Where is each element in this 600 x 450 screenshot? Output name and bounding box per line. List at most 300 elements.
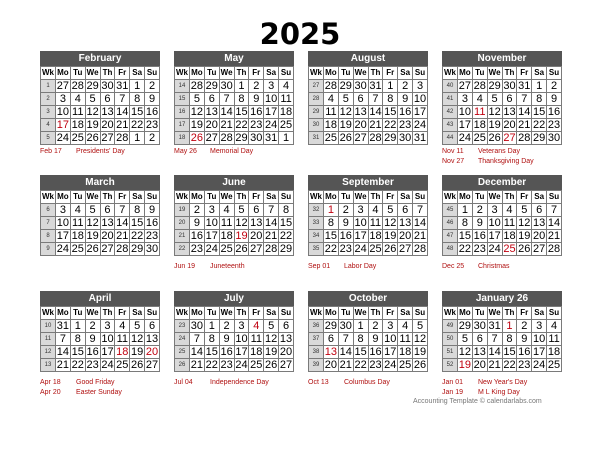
day-cell: 13: [279, 333, 293, 345]
day-cell: 30: [399, 132, 412, 144]
day-header: Sa: [398, 191, 413, 204]
day-cell: 11: [72, 217, 84, 229]
day-cell: 12: [488, 106, 501, 118]
week-number: 36: [309, 320, 324, 333]
holiday-date: Feb 17: [40, 148, 62, 155]
day-header: Th: [502, 67, 517, 80]
day-cell: 6: [145, 320, 160, 333]
day-cell: 28: [369, 132, 382, 144]
day-cell: 23: [369, 359, 382, 371]
week-header: Wk: [309, 67, 324, 80]
day-header: Su: [547, 191, 562, 204]
day-cell: 28: [116, 132, 129, 144]
day-cell: 14: [116, 217, 129, 229]
day-header: Mo: [56, 67, 71, 80]
week-header: Wk: [443, 307, 458, 320]
day-cell: 20: [503, 119, 516, 131]
day-cell: 30: [354, 80, 367, 92]
week-header: Wk: [41, 307, 56, 320]
day-header: Mo: [190, 191, 205, 204]
day-cell: 26: [339, 132, 352, 144]
holiday-name: Good Friday: [76, 379, 115, 386]
day-cell: 18: [503, 230, 516, 242]
day-cell: 13: [533, 217, 546, 229]
week-number: 50: [443, 333, 458, 346]
day-cell: 5: [458, 333, 473, 346]
day-header: We: [219, 191, 234, 204]
day-cell: 3: [487, 204, 502, 217]
week-row: [309, 230, 428, 243]
day-cell: 28: [265, 243, 278, 255]
week-row: [41, 243, 160, 256]
day-cell: 27: [56, 80, 70, 92]
day-cell: 5: [338, 93, 353, 106]
day-cell: 30: [145, 243, 159, 255]
week-header: Wk: [443, 191, 458, 204]
holiday-name: Juneteenth: [210, 263, 245, 270]
day-cell: 11: [548, 333, 560, 345]
day-cell: 31: [116, 80, 129, 92]
day-cell: 19: [86, 119, 99, 131]
day-cell: 22: [71, 359, 84, 371]
day-header: Th: [100, 67, 115, 80]
day-cell: 16: [145, 217, 159, 229]
day-cell: 8: [234, 93, 249, 106]
day-cell: 30: [190, 320, 204, 332]
day-cell: 28: [413, 243, 427, 255]
day-cell: 19: [458, 359, 472, 371]
holiday-list: [442, 262, 510, 272]
month-name: March: [40, 175, 160, 190]
day-cell: 21: [116, 230, 129, 242]
week-number: 52: [443, 359, 458, 372]
week-number: 16: [175, 106, 190, 119]
day-cell: 3: [532, 320, 547, 333]
day-cell: 23: [190, 243, 204, 255]
day-cell: 24: [56, 243, 70, 255]
day-cell: 2: [249, 80, 264, 93]
day-header: Th: [502, 307, 517, 320]
week-row: [41, 80, 160, 93]
week-number: 20: [175, 217, 190, 230]
day-cell: 23: [473, 243, 486, 255]
week-row: [309, 119, 428, 132]
week-header: Wk: [175, 307, 190, 320]
day-cell: 7: [56, 333, 71, 346]
day-cell: 4: [324, 93, 339, 106]
day-cell: 7: [487, 333, 502, 346]
day-cell: 2: [368, 320, 383, 333]
day-header: Fr: [249, 67, 264, 80]
week-row: [175, 333, 294, 346]
week-row: [309, 132, 428, 145]
holiday-date: Dec 25: [442, 263, 465, 270]
month-name: August: [308, 51, 428, 66]
day-cell: 19: [131, 346, 144, 358]
day-cell: 28: [547, 243, 561, 255]
day-cell: 24: [354, 243, 367, 255]
day-cell: 17: [56, 230, 70, 242]
day-cell: 31: [518, 80, 531, 92]
day-cell: 6: [532, 204, 547, 217]
week-row: [309, 204, 428, 217]
day-cell: 8: [532, 93, 547, 106]
day-cell: 28: [473, 80, 486, 92]
week-header: Wk: [41, 67, 56, 80]
day-cell: 11: [503, 217, 516, 229]
week-number: 40: [443, 80, 458, 93]
day-header: Tu: [70, 191, 85, 204]
week-number: 12: [41, 346, 56, 359]
day-header: Fr: [383, 307, 398, 320]
day-header: Mo: [324, 67, 339, 80]
week-row: [443, 217, 562, 230]
month-table: [40, 190, 160, 256]
day-cell: 27: [101, 132, 114, 144]
week-row: [41, 106, 160, 119]
holiday-entry: [442, 262, 510, 272]
day-cell: 7: [413, 204, 428, 217]
holiday-entry: [442, 378, 527, 388]
day-cell: 10: [354, 217, 367, 229]
day-cell: 1: [204, 320, 219, 333]
holiday-date: Jul 04: [174, 379, 193, 386]
day-cell: 8: [383, 93, 398, 106]
week-row: [41, 333, 160, 346]
day-cell: 16: [145, 106, 159, 118]
day-header: Su: [413, 307, 428, 320]
day-cell: 25: [279, 119, 293, 131]
week-number: 31: [309, 132, 324, 145]
day-cell: 17: [488, 230, 501, 242]
day-cell: 10: [533, 333, 546, 345]
day-cell: 9: [219, 333, 234, 346]
day-cell: 28: [220, 132, 233, 144]
day-cell: 27: [399, 243, 412, 255]
day-cell: 22: [131, 230, 144, 242]
day-cell: 2: [85, 320, 100, 333]
day-cell: 26: [190, 132, 204, 144]
day-header: Tu: [204, 67, 219, 80]
day-cell: 28: [116, 243, 129, 255]
day-cell: 7: [115, 204, 130, 217]
day-cell: 20: [324, 359, 338, 371]
day-cell: 9: [190, 217, 205, 230]
day-cell: 7: [547, 204, 562, 217]
day-cell: 6: [249, 204, 264, 217]
day-cell: 27: [205, 132, 218, 144]
day-cell: 28: [190, 80, 204, 92]
week-row: [309, 106, 428, 119]
day-cell: 11: [325, 106, 337, 118]
week-row: [309, 217, 428, 230]
week-row: [309, 80, 428, 93]
day-cell: 24: [235, 359, 248, 371]
day-cell: 30: [250, 132, 263, 144]
day-cell: 5: [190, 93, 205, 106]
day-header: We: [353, 191, 368, 204]
month-may: [174, 51, 294, 145]
day-cell: 4: [502, 204, 517, 217]
day-cell: 8: [353, 333, 368, 346]
day-cell: 1: [532, 80, 547, 93]
day-cell: 25: [547, 359, 561, 371]
holiday-name: New Year's Day: [478, 379, 528, 386]
day-header: Th: [234, 307, 249, 320]
day-cell: 5: [85, 204, 100, 217]
day-cell: 5: [487, 93, 502, 106]
day-cell: 26: [384, 243, 397, 255]
month-september: [308, 175, 428, 256]
week-row: [309, 333, 428, 346]
day-cell: 26: [413, 359, 427, 371]
week-number: 5: [41, 132, 56, 145]
day-header: Su: [279, 307, 294, 320]
day-cell: 8: [130, 204, 145, 217]
holiday-entry: [442, 388, 527, 398]
day-cell: 2: [398, 80, 413, 93]
week-row: [443, 243, 562, 256]
day-cell: 16: [399, 106, 412, 118]
day-cell: 7: [264, 204, 279, 217]
day-cell: 25: [324, 132, 338, 144]
day-header: Fr: [115, 191, 130, 204]
day-cell: 8: [324, 217, 339, 230]
day-header: Sa: [264, 191, 279, 204]
day-header: Mo: [190, 67, 205, 80]
holiday-entry: [308, 262, 376, 272]
day-cell: 28: [518, 132, 531, 144]
day-cell: 30: [101, 80, 114, 92]
day-cell: 3: [56, 204, 71, 217]
day-cell: 8: [204, 333, 219, 346]
holiday-entry: [442, 147, 534, 157]
week-number: 13: [41, 359, 56, 372]
holiday-entry: [40, 388, 122, 398]
month-table: [174, 66, 294, 145]
day-cell: 22: [384, 119, 397, 131]
day-cell: 12: [518, 217, 531, 229]
holiday-date: Nov 27: [442, 158, 465, 165]
day-cell: 9: [547, 93, 562, 106]
day-cell: 13: [354, 106, 367, 118]
day-header: Sa: [130, 67, 145, 80]
month-name: January 26: [442, 291, 562, 306]
week-number: 28: [309, 93, 324, 106]
day-cell: 13: [503, 106, 516, 118]
month-name: July: [174, 291, 294, 306]
holiday-list: [40, 147, 125, 157]
day-header: We: [487, 191, 502, 204]
day-cell: 10: [235, 333, 248, 345]
holiday-name: Easter Sunday: [76, 389, 122, 396]
week-number: 14: [175, 80, 190, 93]
day-cell: 18: [250, 346, 263, 358]
day-cell: 26: [235, 243, 248, 255]
week-row: [443, 204, 562, 217]
day-cell: 12: [131, 333, 144, 345]
day-cell: 11: [72, 106, 84, 118]
day-cell: 28: [71, 80, 84, 92]
day-cell: 19: [265, 346, 278, 358]
day-cell: 1: [383, 80, 398, 93]
day-cell: 15: [235, 106, 248, 118]
week-header: Wk: [443, 67, 458, 80]
day-cell: 16: [190, 230, 204, 242]
day-cell: 22: [205, 359, 218, 371]
week-number: 26: [175, 359, 190, 372]
week-number: 21: [175, 230, 190, 243]
week-row: [175, 320, 294, 333]
day-cell: 23: [86, 359, 99, 371]
day-cell: 1: [279, 132, 294, 145]
day-cell: 3: [204, 204, 219, 217]
day-cell: 24: [488, 243, 501, 255]
day-cell: 21: [265, 230, 278, 242]
day-cell: 10: [56, 106, 70, 118]
day-cell: 7: [190, 333, 205, 346]
day-header: Su: [413, 67, 428, 80]
holiday-list: [308, 262, 376, 272]
week-row: [41, 204, 160, 217]
day-cell: 27: [458, 80, 472, 92]
week-number: 4: [41, 119, 56, 132]
holiday-date: Apr 20: [40, 389, 61, 396]
day-cell: 11: [280, 93, 292, 105]
day-header: Th: [100, 307, 115, 320]
day-cell: 10: [56, 217, 70, 229]
day-cell: 18: [369, 230, 382, 242]
day-cell: 29: [235, 132, 248, 144]
day-cell: 11: [116, 333, 128, 345]
day-cell: 15: [205, 346, 218, 358]
month-table: [308, 66, 428, 145]
day-cell: 27: [279, 359, 293, 371]
day-cell: 9: [145, 93, 160, 106]
day-cell: 6: [204, 93, 219, 106]
day-header: Fr: [517, 67, 532, 80]
week-number: 43: [443, 119, 458, 132]
week-number: 51: [443, 346, 458, 359]
day-cell: 6: [100, 93, 115, 106]
month-name: December: [442, 175, 562, 190]
day-header: Tu: [338, 307, 353, 320]
day-cell: 13: [205, 106, 218, 118]
day-cell: 7: [368, 93, 383, 106]
day-cell: 23: [250, 119, 263, 131]
day-header: Su: [279, 67, 294, 80]
day-cell: 24: [458, 132, 472, 144]
day-cell: 24: [384, 359, 397, 371]
day-cell: 15: [131, 217, 144, 229]
day-header: Fr: [115, 307, 130, 320]
holiday-name: Columbus Day: [344, 379, 390, 386]
day-cell: 28: [324, 80, 338, 92]
day-cell: 14: [413, 217, 427, 229]
day-header: Tu: [472, 67, 487, 80]
day-cell: 8: [279, 204, 294, 217]
day-header: Tu: [204, 307, 219, 320]
day-cell: 2: [517, 320, 532, 333]
week-row: [443, 106, 562, 119]
day-cell: 2: [338, 204, 353, 217]
footer-credit: Accounting Template © calendarlabs.com: [413, 398, 542, 405]
month-table: [174, 190, 294, 256]
day-cell: 25: [220, 243, 233, 255]
holiday-entry: [40, 378, 122, 388]
holiday-list: [442, 378, 527, 398]
week-number: 34: [309, 230, 324, 243]
day-cell: 31: [369, 80, 382, 92]
week-row: [175, 230, 294, 243]
day-cell: 17: [533, 346, 546, 358]
day-header: We: [219, 307, 234, 320]
day-cell: 20: [354, 119, 367, 131]
day-cell: 29: [488, 80, 501, 92]
day-cell: 3: [264, 80, 279, 93]
day-header: Su: [547, 67, 562, 80]
day-cell: 26: [488, 132, 501, 144]
holiday-list: [174, 378, 269, 388]
day-cell: 17: [205, 230, 218, 242]
week-row: [175, 359, 294, 372]
day-cell: 6: [324, 333, 339, 346]
day-header: Sa: [532, 307, 547, 320]
day-cell: 6: [353, 93, 368, 106]
holiday-entry: [174, 262, 245, 272]
day-header: Su: [547, 307, 562, 320]
day-cell: 4: [547, 320, 562, 333]
holiday-date: Oct 13: [308, 379, 329, 386]
day-cell: 24: [56, 132, 70, 144]
day-cell: 14: [116, 106, 129, 118]
week-header: Wk: [175, 191, 190, 204]
day-cell: 1: [130, 80, 145, 93]
holiday-date: Jan 19: [442, 389, 464, 396]
day-cell: 16: [547, 106, 561, 118]
day-cell: 12: [384, 217, 397, 229]
day-header: Su: [145, 307, 160, 320]
day-cell: 3: [353, 204, 368, 217]
week-number: 1: [41, 80, 56, 93]
day-header: Tu: [338, 191, 353, 204]
day-cell: 29: [205, 80, 218, 92]
day-cell: 4: [279, 80, 294, 93]
week-number: 3: [41, 106, 56, 119]
week-number: 37: [309, 333, 324, 346]
day-header: Sa: [130, 191, 145, 204]
day-cell: 29: [279, 243, 293, 255]
day-cell: 21: [220, 119, 233, 131]
week-row: [175, 80, 294, 93]
day-header: Th: [502, 191, 517, 204]
holiday-date: Apr 18: [40, 379, 61, 386]
day-cell: 6: [472, 333, 487, 346]
day-cell: 12: [235, 217, 248, 229]
day-cell: 11: [474, 106, 486, 118]
day-cell: 16: [369, 346, 382, 358]
day-cell: 15: [279, 217, 293, 229]
day-cell: 18: [473, 119, 486, 131]
day-cell: 27: [250, 243, 263, 255]
week-row: [175, 132, 294, 145]
day-cell: 23: [518, 359, 531, 371]
day-cell: 17: [458, 119, 472, 131]
holiday-name: Presidents' Day: [76, 148, 125, 155]
day-cell: 3: [56, 93, 71, 106]
day-cell: 29: [339, 80, 352, 92]
day-header: Su: [279, 191, 294, 204]
